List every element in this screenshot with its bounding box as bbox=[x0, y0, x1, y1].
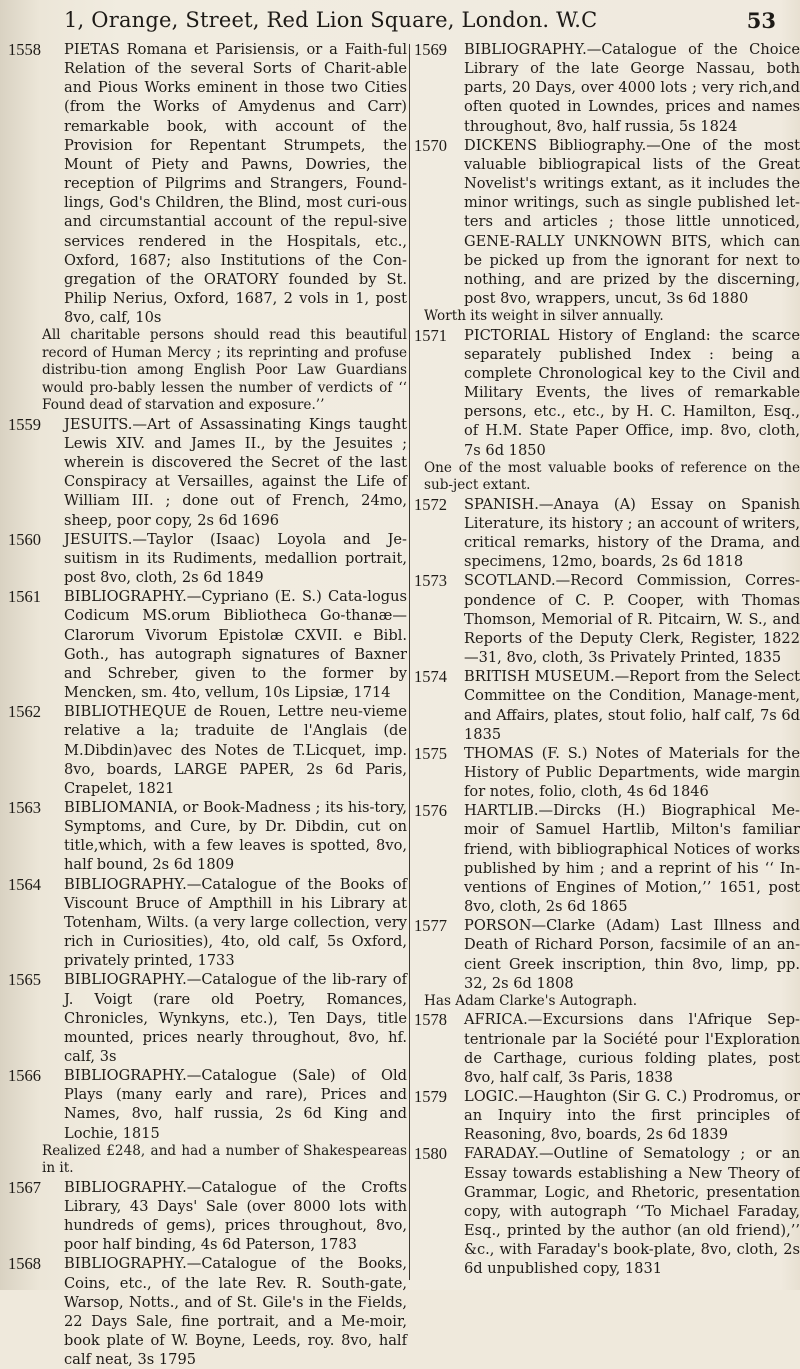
entry-description: PICTORIAL History of England: the scarce separately published Index : being a complete Chronological key to the Civil and Military Events, the lives of remarkable persons, etc., etc., by H. C. Hamilton, Esq., of H.M. State Paper Office, imp. 8vo, cloth, 7s 6d 1850 bbox=[464, 326, 800, 459]
catalogue-entry bbox=[414, 916, 800, 993]
lot-number: 1580 bbox=[414, 1144, 447, 1164]
catalogue-entry bbox=[8, 875, 407, 971]
catalogue-entry bbox=[414, 40, 800, 136]
entry-description: BIBLIOGRAPHY.—Catalogue of the Books of Viscount Bruce of Ampthill in his Library at Totenham, Wilts. (a very large collection, very rich in Curiosities), 4to, old calf, 5s Oxford, privately printed, 1733 bbox=[64, 875, 407, 970]
entry-description: THOMAS (F. S.) Notes of Materials for the History of Public Departments, wide margin for notes, folio, cloth, 4s 6d 1846 bbox=[464, 744, 800, 801]
column-divider bbox=[409, 44, 410, 1280]
entry-note: One of the most valuable books of reference on the sub-ject extant. bbox=[424, 459, 800, 494]
entry-description: BIBLIOTHEQUE de Rouen, Lettre neu-vieme relative a la; traduite de l'Anglais (de M.Dibdin)avec des Notes de T.Licquet, imp. 8vo, boards, LARGE PAPER, 2s 6d Paris, Crapelet, 1821 bbox=[64, 703, 407, 797]
entry-description: LOGIC.—Haughton (Sir G. C.) Prodromus, or an Inquiry into the first principles of Reasoning, 8vo, boards, 2s 6d 1839 bbox=[464, 1087, 800, 1144]
catalogue-entry bbox=[8, 1066, 407, 1143]
lot-number: 1574 bbox=[414, 667, 447, 687]
entry-description: PORSON—Clarke (Adam) Last Illness and Death of Richard Porson, facsimile of an an-cient Greek inscription, thin 8vo, limp, pp. 32, 2s 6d 1808 bbox=[464, 917, 800, 992]
entry-description: JESUITS.—Art of Assassinating Kings taught Lewis XIV. and James II., by the Jesuites ; wherein is discovered the Secret of the last Conspiracy at Versailles, against the Life of William III. ; done out of French, 24mo, sheep, poor copy, 2s 6d 1696 bbox=[64, 415, 407, 529]
entry-description: HARTLIB.—Dircks (H.) Biographical Me-moir of Samuel Hartlib, Milton's familiar friend, with bibliographical Notices of works published by him ; and a reprint of his ‘‘ In-ventions of Engines of Motion,’’ 1651, post 8vo, cloth, 2s 6d 1865 bbox=[464, 802, 800, 916]
page-number: 53 bbox=[746, 8, 776, 33]
lot-number: 1575 bbox=[414, 743, 447, 763]
publisher-address: 1, Orange, Street, Red Lion Square, London. W.C bbox=[64, 8, 598, 32]
lot-number: 1564 bbox=[8, 874, 41, 894]
entry-description: BIBLIOGRAPHY.—Catalogue (Sale) of Old Plays (many early and rare), Prices and Names, 8vo, half russia, 2s 6d King and Lochie, 1815 bbox=[64, 1067, 407, 1142]
entry-description: SPANISH.—Anaya (A) Essay on Spanish Literature, its history ; an account of writers, critical remarks, history of the Drama, and specimens, 12mo, boards, 2s 6d 1818 bbox=[464, 495, 800, 571]
entry-description: BIBLIOGRAPHY.—Catalogue of the lib-rary of J. Voigt (rare old Poetry, Romances, Chronicles, Wynkyns, etc.), Ten Days, title mounted, prices nearly throughout, 8vo, hf. calf, 3s bbox=[64, 971, 407, 1065]
lot-number: 1565 bbox=[8, 970, 41, 990]
catalogue-entry bbox=[8, 1254, 407, 1369]
lot-number: 1573 bbox=[414, 571, 447, 591]
entry-description: FARADAY.—Outline of Sematology ; or an Essay towards establishing a New Theory of Grammar, Logic, and Rhetoric, presentation copy, with autograph ‘‘To Michael Faraday, Esq., printed by the author (an old friend),’’ &c., with Faraday's book-plate, 8vo, cloth, 2s 6d unpublished copy, 1831 bbox=[464, 1145, 800, 1278]
catalogue-entry bbox=[414, 495, 800, 572]
entry-note: Realized £248, and had a number of Shakespeareas in it. bbox=[42, 1142, 407, 1177]
catalogue-entry bbox=[8, 587, 407, 702]
lot-number: 1563 bbox=[8, 797, 41, 817]
entry-description: BIBLIOMANIA, or Book-Madness ; its his-tory, Symptoms, and Cure, by Dr. Dibdin, cut on title,which, with a few leaves is spotted, 8vo, half bound, 2s 6d 1809 bbox=[64, 798, 407, 874]
catalogue-entry bbox=[8, 702, 407, 798]
entry-description: BIBLIOGRAPHY.—Catalogue of the Choice Library of the late George Nassau, both parts, 20 Days, over 4000 lots ; very rich,and often quoted in Lowndes, prices and names throughout, 8vo, half russia, 5s 1824 bbox=[464, 41, 800, 135]
catalogue-entry bbox=[8, 1178, 407, 1255]
catalogue-entry bbox=[414, 136, 800, 308]
lot-number: 1577 bbox=[414, 916, 447, 936]
catalogue-entry bbox=[414, 667, 800, 744]
catalogue-entry bbox=[8, 415, 407, 530]
catalogue-entry bbox=[414, 801, 800, 916]
lot-number: 1561 bbox=[8, 587, 41, 607]
catalogue-entry bbox=[414, 571, 800, 667]
lot-number: 1562 bbox=[8, 702, 41, 722]
lot-number: 1559 bbox=[8, 414, 41, 434]
lot-number: 1572 bbox=[414, 494, 447, 514]
entry-description: BIBLIOGRAPHY.—Cypriano (E. S.) Cata-logus Codicum MS.orum Bibliotheca Go-thanæ—Clarorum Vivorum Epistolæ CXVII. e Bibl. Goth., has autograph signatures of Baxner and Schreber, given to the former by Mencken, sm. 4to, vellum, 10s Lipsiæ, 1714 bbox=[64, 588, 407, 702]
page-header bbox=[40, 6, 780, 40]
lot-number: 1566 bbox=[8, 1066, 41, 1086]
entry-description: BRITISH MUSEUM.—Report from the Select Committee on the Condition, Manage-ment, and Affairs, plates, stout folio, half calf, 7s 6d 1835 bbox=[464, 668, 800, 743]
entry-description: SCOTLAND.—Record Commission, Corres-pondence of C. P. Cooper, with Thomas Thomson, Memorial of R. Pitcairn, W. S., and Reports of the Deputy Clerk, Register, 1822—31, 8vo, cloth, 3s Privately Printed, 1835 bbox=[464, 572, 800, 667]
catalogue-entry bbox=[414, 744, 800, 801]
lot-number: 1560 bbox=[8, 529, 41, 549]
entry-description: BIBLIOGRAPHY.—Catalogue of the Crofts Library, 43 Days' Sale (over 8000 lots with hundreds of gems), prices throughout, 8vo, poor half binding, 4s 6d Paterson, 1783 bbox=[64, 1178, 407, 1254]
lot-number: 1578 bbox=[414, 1010, 447, 1030]
lot-number: 1558 bbox=[8, 40, 41, 59]
entry-note: Has Adam Clarke's Autograph. bbox=[424, 992, 638, 1009]
lot-number: 1579 bbox=[414, 1086, 447, 1106]
entry-description: AFRICA.—Excursions dans l'Afrique Sep-tentrionale par la Société pour l'Exploration de Carthage, curious folding plates, post 8vo, half calf, 3s Paris, 1838 bbox=[464, 1011, 800, 1086]
lot-number: 1570 bbox=[414, 135, 447, 155]
right-column bbox=[414, 40, 800, 1280]
catalogue-entry bbox=[414, 326, 800, 460]
entry-description: JESUITS.—Taylor (Isaac) Loyola and Je-suitism in its Rudiments, medallion portrait, post 8vo, cloth, 2s 6d 1849 bbox=[64, 530, 407, 587]
lot-number: 1568 bbox=[8, 1254, 41, 1274]
catalogue-entry bbox=[414, 1144, 800, 1278]
catalogue-entry bbox=[8, 970, 407, 1066]
entry-note: Worth its weight in silver annually. bbox=[424, 308, 664, 325]
entry-note: All charitable persons should read this beautiful record of Human Mercy ; its reprinting and profuse distribu-tion among English Poor Law Guardians would pro-bably lessen the number of verdicts of ‘‘ Found dead of starvation and exposure.’’ bbox=[42, 327, 407, 414]
lot-number: 1576 bbox=[414, 801, 447, 821]
lot-number: 1571 bbox=[414, 325, 447, 345]
lot-number: 1567 bbox=[8, 1177, 41, 1197]
entry-description: BIBLIOGRAPHY.—Catalogue of the Books, Coins, etc., of the late Rev. R. South-gate, Warsop, Notts., and of St. Gile's in the Fields, 22 Days Sale, fine portrait, and a Me-moir, book plate of W. Boyne, Leeds, roy. 8vo, half calf neat, 3s 1795 bbox=[64, 1255, 407, 1369]
catalogue-entry bbox=[8, 798, 407, 875]
catalogue-entry bbox=[414, 1010, 800, 1087]
left-column bbox=[8, 40, 407, 1369]
catalogue-entry bbox=[8, 40, 407, 327]
entry-description: DICKENS Bibliography.—One of the most valuable bibliograpical lists of the Great Novelist's writings extant, as it includes the minor writings, such as single published let-ters and articles ; those little unnoticed, GENE-RALLY UNKNOWN BITS, which can be picked up from the ignorant for next to nothing, and are prized by the discerning, post 8vo, wrappers, uncut, 3s 6d 1880 bbox=[464, 136, 800, 308]
entry-description: PIETAS Romana et Parisiensis, or a Faith-ful Relation of the several Sorts of Charit-able and Pious Works eminent in those two Cities (from the Works of Amydenus and Carr) remarkable book, with account of the Provision for Repentant Strumpets, the Mount of Piety and Pawns, Dowries, the reception of Pilgrims and Strangers, Found-lings, God's Children, the Blind, most curi-ous and circumstantial account of the repul-sive services rendered in the Hospitals, etc., Oxford, 1687; also Institutions of the Con-gregation of the ORATORY founded by St. Philip Nerius, Oxford, 1687, 2 vols in 1, post 8vo, calf, 10s bbox=[64, 41, 407, 327]
catalogue-entry bbox=[414, 1087, 800, 1144]
lot-number: 1569 bbox=[414, 40, 447, 59]
catalogue-entry bbox=[8, 530, 407, 587]
